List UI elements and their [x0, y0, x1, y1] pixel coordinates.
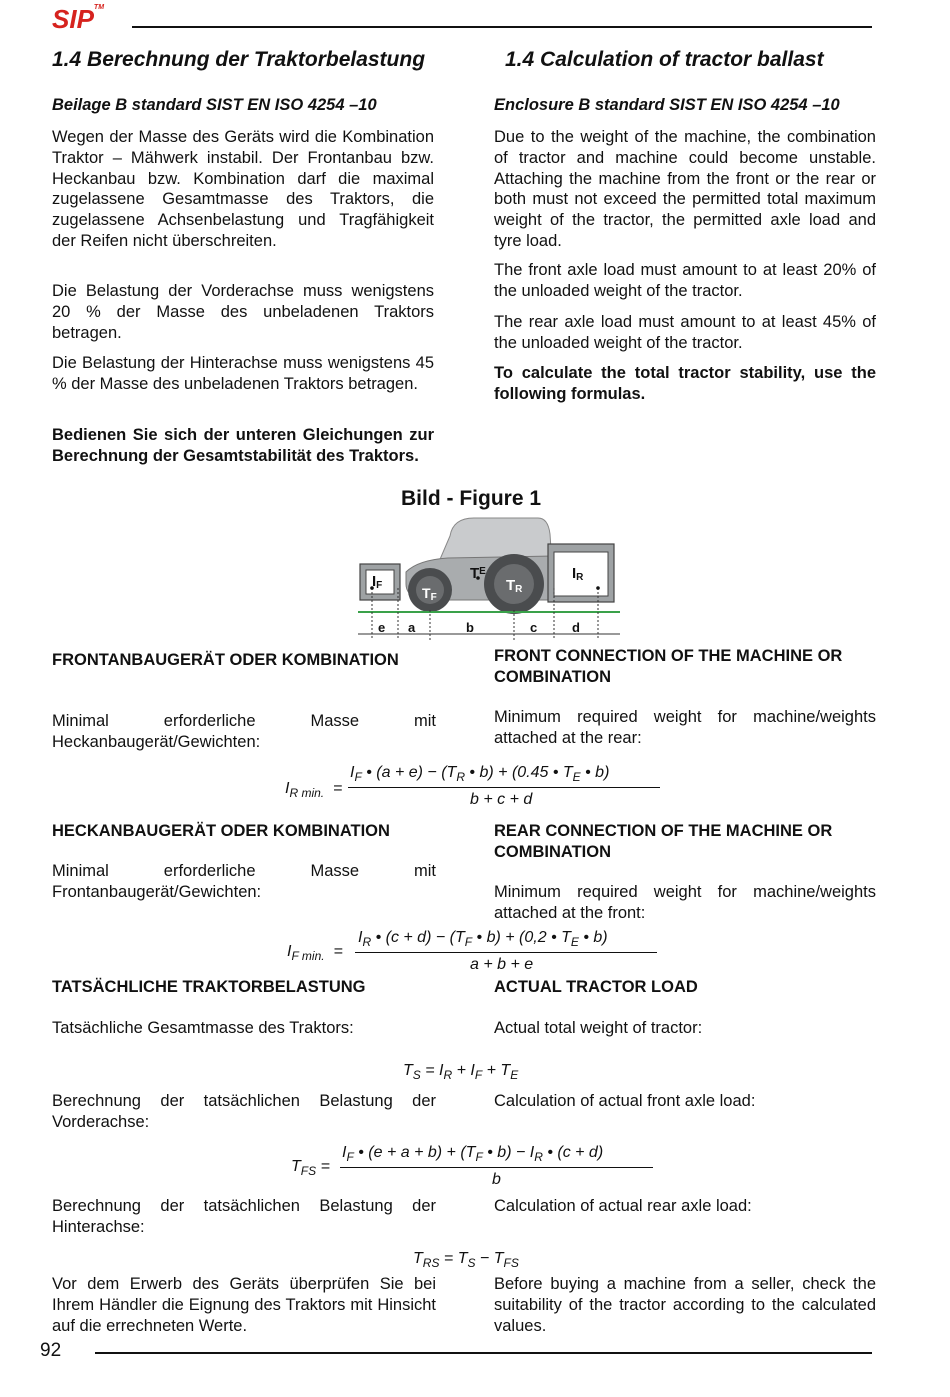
formula-IFmin-denominator: a + b + e — [470, 956, 534, 973]
left-rear-text: Minimal erforderliche Masse mit Frontanbaugerät/Gewichten: — [52, 862, 436, 901]
right-heading: 1.4 Calculation of tractor ballast — [505, 48, 824, 71]
formula-TFS-bar — [340, 1167, 653, 1168]
formula-IFmin-lhs: $I_{F min.}$ = — [287, 943, 343, 963]
page-number: 92 — [40, 1340, 62, 1361]
right-para-2: The front axle load must amount to at least 20% of the unloaded weight of the tractor. — [494, 261, 876, 300]
right-final-text: Before buying a machine from a seller, check the suitability of the tractor according to the calculated values. — [494, 1275, 876, 1335]
label-IR: IR — [572, 565, 584, 583]
formula-TFS-denominator: b — [492, 1171, 501, 1188]
formula-IRmin-bar — [348, 787, 660, 788]
right-subheading: Enclosure B standard SIST EN ISO 4254 –10 — [494, 96, 840, 114]
figure-caption: Bild - Figure 1 — [401, 487, 542, 510]
right-para-4: To calculate the total tractor stability, use the following formulas. — [494, 364, 876, 403]
left-subheading: Beilage B standard SIST EN ISO 4254 –10 — [52, 96, 377, 114]
header-rule — [132, 26, 872, 28]
left-actual-text: Tatsächliche Gesamtmasse des Traktors: — [52, 1019, 354, 1037]
left-rear-title: HECKANBAUGERÄT ODER KOMBINATION — [52, 822, 390, 840]
right-rear-text: Minimum required weight for machine/weights attached at the front: — [494, 883, 876, 922]
right-para-1: Due to the weight of the machine, the combination of tractor and machine could become unstable. Attaching the machine from the front or the rear or both must not exceed the permitted total maximum weight of the tractor, the permitted axle load and tyre load. — [494, 128, 876, 250]
left-para-3: Die Belastung der Hinterachse muss wenigstens 45 % der Masse des unbeladenen Traktors betragen. — [52, 354, 434, 393]
dimension-labels — [378, 620, 580, 635]
svg-text:d: d — [572, 620, 580, 635]
left-final-text: Vor dem Erwerb des Geräts überprüfen Sie bei Ihrem Händler die Eignung des Traktors mit Hinsicht auf die errechneten Werte. — [52, 1275, 436, 1335]
right-front-text: Minimum required weight for machine/weights attached at the rear: — [494, 708, 876, 747]
formula-TFS-lhs: $T_{FS}$ = — [291, 1158, 330, 1178]
label-IF: IF — [372, 573, 383, 591]
left-actual-title: TATSÄCHLICHE TRAKTORBELASTUNG — [52, 978, 366, 996]
right-para-3: The rear axle load must amount to at least 45% of the unloaded weight of the tractor. — [494, 313, 876, 352]
left-front-text: Minimal erforderliche Masse mit Heckanbaugerät/Gewichten: — [52, 712, 436, 751]
label-TR: TR — [506, 577, 523, 595]
sip-logo: SIP™ — [52, 4, 105, 34]
formula-IFmin-bar — [355, 952, 657, 953]
left-para-4: Bedienen Sie sich der unteren Gleichungen zur Berechnung der Gesamtstabilität des Traktors. — [52, 426, 434, 465]
svg-text:e: e — [378, 620, 386, 635]
right-actual-text: Actual total weight of tractor: — [494, 1019, 703, 1037]
right-rear-title: REAR CONNECTION OF THE MACHINE OR COMBINATION — [494, 822, 833, 861]
left-rear-axle-text: Berechnung der tatsächlichen Belastung der Hinterachse: — [52, 1197, 436, 1236]
svg-text:b: b — [466, 620, 474, 635]
label-TF: TF — [422, 585, 437, 603]
left-front-axle-text: Berechnung der tatsächlichen Belastung der Vorderachse: — [52, 1092, 436, 1131]
formula-IRmin-numerator: $I_F$ • $(a + e) - (T_R$ • b) + (0.45 • $T_E$ • b) — [350, 764, 610, 784]
label-TE: $T^E$ — [470, 565, 486, 582]
right-front-title: FRONT CONNECTION OF THE MACHINE OR COMBINATION — [494, 647, 843, 686]
right-rear-axle-text: Calculation of actual rear axle load: — [494, 1197, 752, 1215]
tractor-ballast-diagram — [358, 514, 620, 640]
footer-rule — [95, 1352, 872, 1354]
formula-IRmin-denominator: b + c + d — [470, 791, 533, 808]
left-heading: 1.4 Berechnung der Traktorbelastung — [52, 48, 426, 71]
formula-TS: $T_S = I_R + I_F + T_E$ — [403, 1062, 519, 1082]
formula-TRS: $T_{RS} = T_S - T_{FS}$ — [413, 1250, 519, 1270]
svg-text:a: a — [408, 620, 416, 635]
right-actual-title: ACTUAL TRACTOR LOAD — [494, 978, 698, 996]
left-para-2: Die Belastung der Vorderachse muss wenigstens 20 % der Masse des unbeladenen Traktors betragen. — [52, 282, 434, 342]
svg-text:c: c — [530, 620, 538, 635]
left-para-1: Wegen der Masse des Geräts wird die Kombination Traktor – Mähwerk instabil. Der Frontanbau bzw. Heckanbau bzw. Kombination darf die maximal zugelassene Gesamtmasse des Traktors, die zugelassene Achsenbelastung und Tragfähigkeit der Reifen nicht überschreiten. — [52, 128, 434, 250]
formula-TFS-numerator: $I_F$ • $(e + a + b) + (T_F$ • $b) - I_R$ • (c + d) — [342, 1144, 604, 1164]
left-front-title: FRONTANBAUGERÄT ODER KOMBINATION — [52, 651, 399, 669]
formula-IRmin-lhs: $I_{R min.}$ = — [285, 780, 343, 800]
right-front-axle-text: Calculation of actual front axle load: — [494, 1092, 756, 1110]
formula-IFmin-numerator: $I_R$ • $(c + d) - (T_F$ • b) + (0,2 • $T_E$ • b) — [358, 929, 608, 949]
